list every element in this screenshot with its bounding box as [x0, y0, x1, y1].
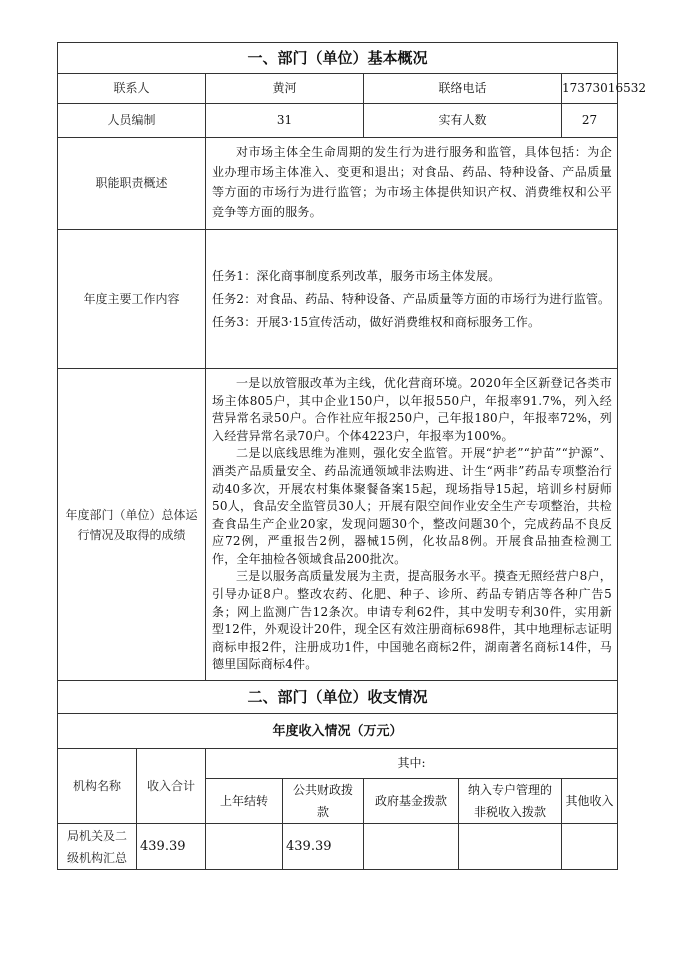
row-nontax	[459, 824, 562, 870]
task-item: 任务3：开展3·15宣传活动，做好消费维权和商标服务工作。	[212, 315, 541, 329]
table-row	[58, 824, 618, 870]
task-item: 任务1：深化商事制度系列改革，服务市场主体发展。	[212, 269, 501, 283]
col-other-header: 其他收入	[562, 779, 618, 824]
col-group-header: 其中:	[206, 749, 618, 779]
row-carryover	[206, 824, 283, 870]
achievements-label: 年度部门（单位）总体运行情况及取得的成绩	[58, 369, 206, 681]
achievement-paragraph: 一是以放管服改革为主线，优化营商环境。2020年全区新登记各类市场主体805户，其中企业150户，以年报550户，年报率91.7%，列入经营异常名录50户。合作社应年报250户，己年报180户，年报率72%，列入经营异常名录70户。个体4223户，年报率为100%。	[212, 375, 612, 443]
phone-label: 联络电话	[364, 74, 562, 104]
col-public-finance-header: 公共财政拨款	[283, 779, 364, 824]
task-item: 任务2：对食品、药品、特种设备、产品质量等方面的市场行为进行监管。	[212, 292, 611, 306]
section1-title: 一、部门（单位）基本概况	[58, 43, 618, 74]
duties-label: 职能职责概述	[58, 138, 206, 230]
col-org-header: 机构名称	[58, 749, 137, 824]
col-gov-fund-header: 政府基金拨款	[364, 779, 459, 824]
row-total: 439.39	[137, 824, 206, 870]
col-nontax-header: 纳入专户管理的非税收入拨款	[459, 779, 562, 824]
annual-report-table	[57, 42, 646, 870]
actual-staff-label: 实有人数	[364, 104, 562, 138]
staff-label: 人员编制	[58, 104, 206, 138]
staff-value: 31	[206, 104, 364, 138]
tasks-label: 年度主要工作内容	[58, 230, 206, 369]
contact-value: 黄河	[206, 74, 364, 104]
section2-title: 二、部门（单位）收支情况	[58, 681, 618, 714]
phone-value: 17373016532	[562, 74, 618, 104]
achievement-paragraph: 三是以服务高质量发展为主责，提高服务水平。摸查无照经营户8户，引导办证8户。整改农药、化肥、种子、诊所、药品专销店等各种广告5条；网上监测广告12条次。申请专利62件，其中发明专利30件，实用新型12件，外观设计20件，现全区有效注册商标698件，其中地理标志证明商标申报2件，注册成功1件，中国驰名商标2件，湖南著名商标14件，马德里国际商标4件。	[212, 569, 612, 672]
achievement-paragraph: 二是以底线思维为准则，强化安全监管。开展“护老”“护苗”“护源”、酒类产品质量安全、药品流通领域非法购进、计生“两非”药品专项整治行动40多次，开展农村集体聚餐备案15起，现场指导15起，培训乡村厨师50人，食品安全监管员30人；开展有限空间作业安全生产专项整治，共检查食品生产企业20家，发现问题30个，整改问题30个，完成药品不良反应72例，严重报告2例，器械15例，化妆品8例。开展食品抽查检测工作，全年抽检各领域食品200批次。	[212, 446, 612, 566]
income-title: 年度收入情况（万元）	[58, 714, 618, 749]
row-gov-fund	[364, 824, 459, 870]
row-other	[562, 824, 618, 870]
col-total-header: 收入合计	[137, 749, 206, 824]
actual-staff-value: 27	[562, 104, 618, 138]
contact-label: 联系人	[58, 74, 206, 104]
row-org: 局机关及二级机构汇总	[58, 824, 137, 870]
col-carryover-header: 上年结转	[206, 779, 283, 824]
row-public-finance: 439.39	[283, 824, 364, 870]
duties-text: 对市场主体全生命周期的发生行为进行服务和监管，具体包括：为企业办理市场主体准入、变更和退出；对食品、药品、特种设备、产品质量等方面的市场行为进行监管；为市场主体提供知识产权、消费维权和公平竞争等方面的服务。	[212, 145, 612, 219]
